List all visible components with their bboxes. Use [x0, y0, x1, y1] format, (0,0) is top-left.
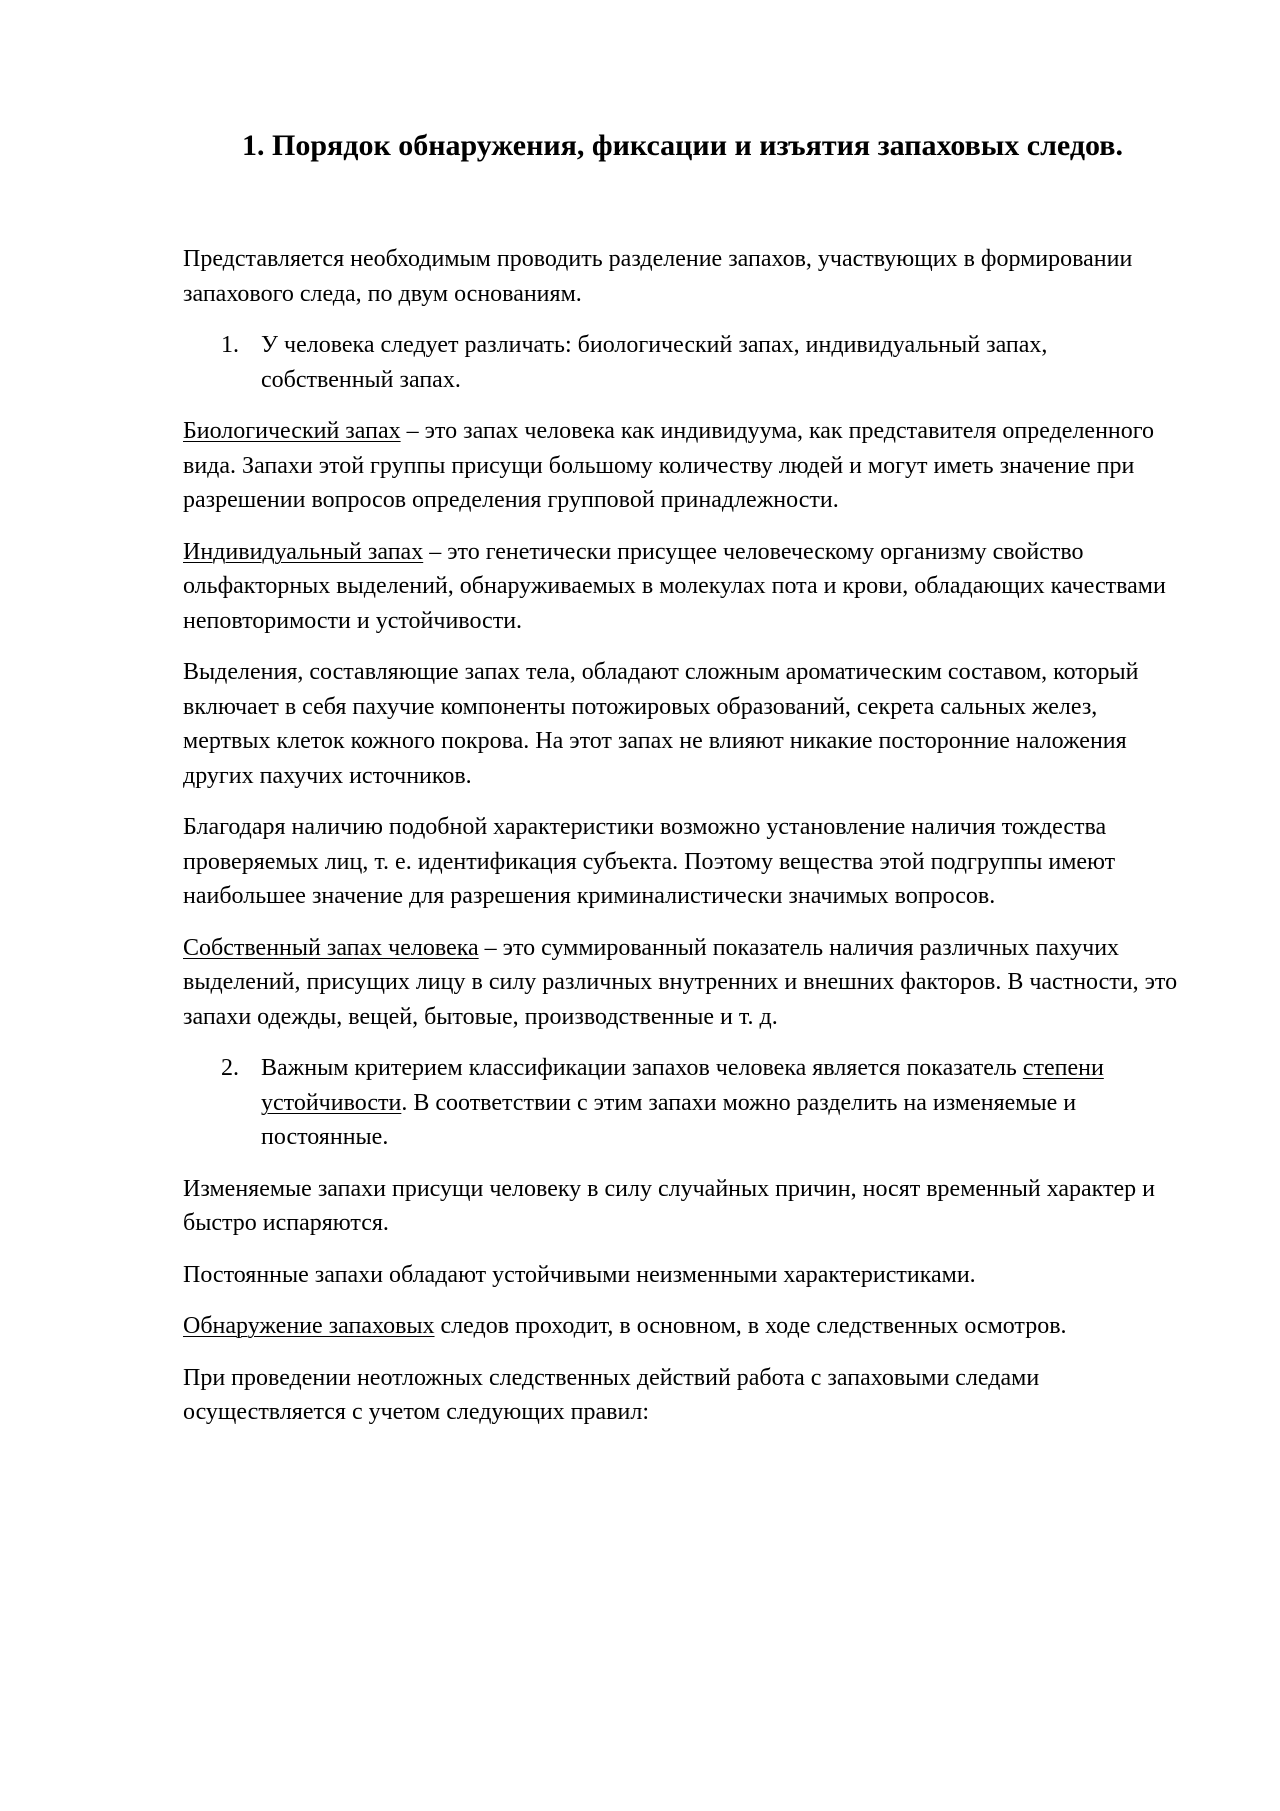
- biological-smell-term: Биологический запах: [183, 418, 401, 444]
- detection-text: следов проходит, в основном, в ходе следственных осмотров.: [434, 1313, 1067, 1339]
- individual-smell-paragraph: [183, 535, 1182, 639]
- list-item-1-text: У человека следует различать: биологический запах, индивидуальный запах, собственный запах.: [261, 332, 1048, 393]
- list-item-2-number: 2.: [221, 1055, 239, 1081]
- list-item-2: [183, 1051, 1182, 1155]
- intro-paragraph: Представляется необходимым проводить разделение запахов, участвующих в формировании запахового следа, по двум основаниям.: [183, 246, 1133, 307]
- secretions-paragraph: Выделения, составляющие запах тела, обладают сложным ароматическим составом, который включает в себя пахучие компоненты потожировых образований, секрета сальных желез, мертвых клеток кожного покрова. На этот запах не влияют никакие посторонние наложения других пахучих источников.: [183, 659, 1139, 789]
- list-item-2-text: [261, 1051, 1182, 1155]
- detection-term: Обнаружение запаховых: [183, 1313, 435, 1339]
- stability-degree-term: степени устойчивости: [261, 1055, 1104, 1116]
- list-item-1-number: 1.: [221, 332, 239, 358]
- detection-paragraph: [183, 1309, 1182, 1344]
- urgent-actions-paragraph: При проведении неотложных следственных действий работа с запаховыми следами осуществляется с учетом следующих правил:: [183, 1364, 1040, 1425]
- biological-smell-paragraph: [183, 414, 1182, 518]
- document-title: 1. Порядок обнаружения, фиксации и изъятия запаховых следов.: [242, 129, 1123, 162]
- list-item-2-text-before: Важным критерием классификации запахов человека является показатель: [261, 1055, 1023, 1081]
- changeable-smells-paragraph: Изменяемые запахи присущи человеку в силу случайных причин, носят временный характер и быстро испаряются.: [183, 1175, 1156, 1236]
- permanent-smells-paragraph: Постоянные запахи обладают устойчивыми неизменными характеристиками.: [183, 1261, 976, 1288]
- individual-smell-term: Индивидуальный запах: [183, 538, 424, 565]
- list-item-2-text-after: . В соответствии с этим запахи можно разделить на изменяемые и постоянные.: [261, 1089, 1077, 1150]
- identification-paragraph: Благодаря наличию подобной характеристики возможно установление наличия тождества проверяемых лиц, т. е. идентификация субъекта. Поэтому вещества этой подгруппы имеют наибольшее значение для разрешения криминалистически значимых вопросов.: [183, 814, 1116, 909]
- title-spacer: [183, 166, 1182, 242]
- own-smell-term: Собственный запах человека: [183, 934, 479, 961]
- list-item-1: [183, 328, 1182, 397]
- own-smell-paragraph: [183, 931, 1182, 1035]
- individual-smell-text: – это генетически присущее человеческому организму свойство ольфакторных выделений, обнаруживаемых в молекулах пота и крови, обладающих качествами неповторимости и устойчивости.: [183, 538, 1166, 634]
- biological-smell-text: – это запах человека как индивидуума, как представителя определенного вида. Запахи этой группы присущи большому количеству людей и могут иметь значение при разрешении вопросов определения групповой принадлежности.: [183, 418, 1155, 513]
- own-smell-text: – это суммированный показатель наличия различных пахучих выделений, присущих лицу в силу различных внутренних и внешних факторов. В частности, это запахи одежды, вещей, бытовые, производственные и т. д.: [183, 934, 1178, 1030]
